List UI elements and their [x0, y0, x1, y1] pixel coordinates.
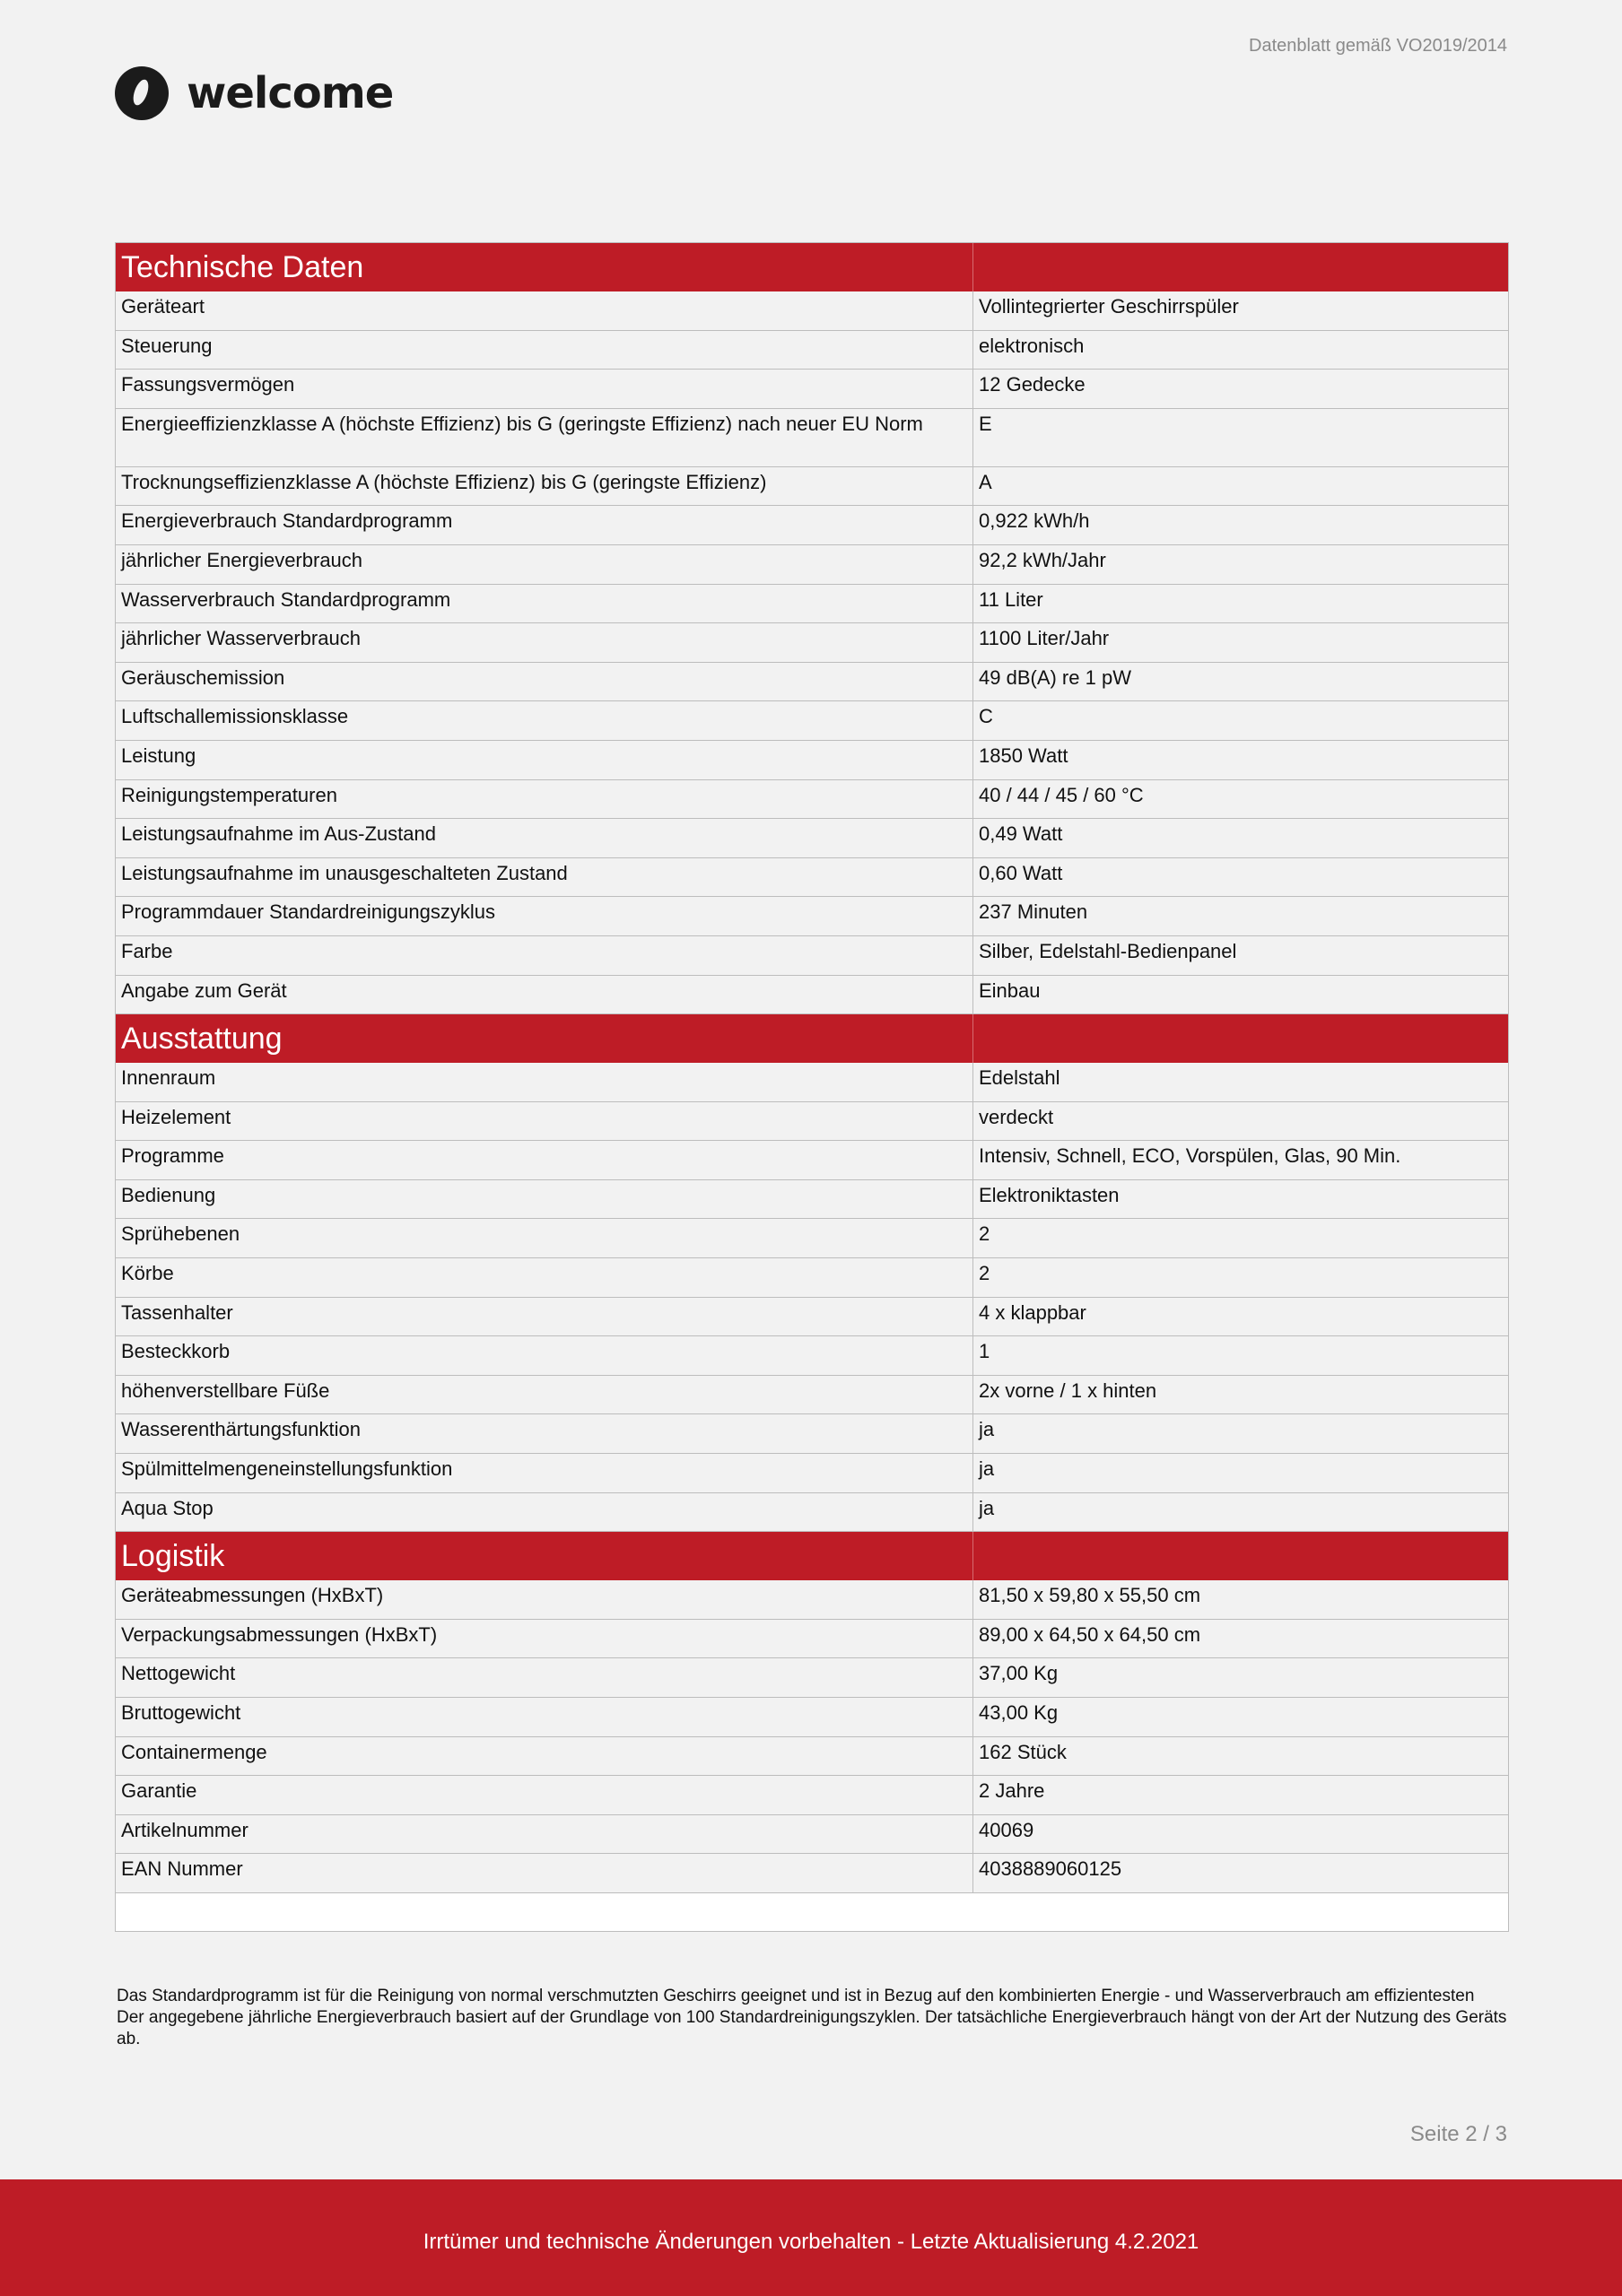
table-row — [116, 409, 1508, 467]
spec-value: 40 / 44 / 45 / 60 °C — [979, 783, 1144, 806]
spec-value: 0,60 Watt — [979, 861, 1063, 884]
spec-label: Trocknungseffizienzklasse A (höchste Effizienz) bis G (geringste Effizienz) — [116, 467, 973, 506]
spec-value: 237 Minuten — [979, 900, 1088, 924]
table-row — [116, 1376, 1508, 1415]
table-row — [116, 370, 1508, 409]
spec-label: jährlicher Energieverbrauch — [116, 545, 973, 584]
spec-value: 162 Stück — [979, 1740, 1067, 1763]
table-blank-row — [116, 1893, 1508, 1931]
table-row — [116, 1776, 1508, 1815]
spec-label: Spülmittelmengeneinstellungsfunktion — [116, 1454, 973, 1492]
spec-value: E — [979, 412, 992, 435]
spec-label: Angabe zum Gerät — [116, 976, 973, 1014]
spec-label: Geräteabmessungen (HxBxT) — [116, 1580, 973, 1619]
spec-label: Tassenhalter — [116, 1298, 973, 1336]
logo-wordmark: welcome — [187, 68, 394, 118]
spec-value: Intensiv, Schnell, ECO, Vorspülen, Glas, 90 Min. — [979, 1144, 1401, 1168]
spec-value: 1 — [979, 1340, 990, 1363]
table-row — [116, 858, 1508, 898]
spec-value: 4038889060125 — [979, 1857, 1122, 1881]
table-row — [116, 506, 1508, 545]
table-row — [116, 1258, 1508, 1298]
section-header — [116, 1532, 1508, 1580]
spec-label: Containermenge — [116, 1737, 973, 1776]
spec-value: 0,49 Watt — [979, 822, 1063, 846]
spec-value: 37,00 Kg — [979, 1662, 1059, 1685]
spec-label: Nettogewicht — [116, 1658, 973, 1697]
spec-table — [115, 242, 1509, 1932]
spec-value: Einbau — [979, 978, 1041, 1002]
spec-label: Energieeffizienzklasse A (höchste Effizienz) bis G (geringste Effizienz) nach neuer EU Norm — [116, 409, 973, 466]
spec-value: ja — [979, 1496, 995, 1519]
spec-label: Geräuschemission — [116, 663, 973, 701]
table-row — [116, 1815, 1508, 1855]
spec-label: Artikelnummer — [116, 1815, 973, 1854]
table-row — [116, 936, 1508, 976]
brand-logo — [115, 66, 393, 120]
spec-value: Edelstahl — [979, 1066, 1060, 1090]
table-row — [116, 1298, 1508, 1337]
table-row — [116, 1414, 1508, 1454]
spec-label: Wasserverbrauch Standardprogramm — [116, 585, 973, 623]
table-row — [116, 1063, 1508, 1102]
spec-value: ja — [979, 1457, 995, 1481]
spec-value: C — [979, 705, 993, 728]
spec-label: Energieverbrauch Standardprogramm — [116, 506, 973, 544]
spec-label: Luftschallemissionsklasse — [116, 701, 973, 740]
spec-label: Sprühebenen — [116, 1219, 973, 1257]
spec-value: 2x vorne / 1 x hinten — [979, 1378, 1157, 1402]
spec-value: 49 dB(A) re 1 pW — [979, 665, 1131, 689]
spec-label: Leistungsaufnahme im unausgeschalteten Zustand — [116, 858, 973, 897]
datasheet-note: Datenblatt gemäß VO2019/2014 — [1249, 36, 1507, 56]
section-title: Logistik — [116, 1532, 973, 1580]
spec-label: Garantie — [116, 1776, 973, 1814]
section-title: Technische Daten — [116, 243, 973, 291]
table-row — [116, 1336, 1508, 1376]
table-row — [116, 1493, 1508, 1533]
table-row — [116, 976, 1508, 1015]
logo-icon — [115, 66, 169, 120]
table-row — [116, 1219, 1508, 1258]
spec-label: EAN Nummer — [116, 1854, 973, 1892]
footer-bar — [0, 2179, 1622, 2296]
spec-label: Innenraum — [116, 1063, 973, 1101]
spec-label: Leistungsaufnahme im Aus-Zustand — [116, 819, 973, 857]
spec-value: 92,2 kWh/Jahr — [979, 548, 1106, 571]
spec-label: Programmdauer Standardreinigungszyklus — [116, 897, 973, 935]
spec-value: 1100 Liter/Jahr — [979, 627, 1110, 650]
spec-label: Verpackungsabmessungen (HxBxT) — [116, 1620, 973, 1658]
spec-value: A — [979, 470, 992, 493]
spec-label: Geräteart — [116, 291, 973, 330]
spec-value: 2 Jahre — [979, 1779, 1045, 1803]
spec-label: Fassungsvermögen — [116, 370, 973, 408]
spec-label: Besteckkorb — [116, 1336, 973, 1375]
table-row — [116, 623, 1508, 663]
table-row — [116, 1620, 1508, 1659]
spec-label: Leistung — [116, 741, 973, 779]
spec-value: 81,50 x 59,80 x 55,50 cm — [979, 1584, 1201, 1607]
table-row — [116, 467, 1508, 507]
footnotes — [117, 1986, 1507, 2050]
table-row — [116, 1737, 1508, 1777]
spec-value: 43,00 Kg — [979, 1701, 1059, 1724]
table-row — [116, 1580, 1508, 1620]
spec-value: verdeckt — [979, 1105, 1054, 1128]
spec-label: Körbe — [116, 1258, 973, 1297]
table-row — [116, 1698, 1508, 1737]
spec-value: 2 — [979, 1222, 990, 1246]
spec-label: Bedienung — [116, 1180, 973, 1219]
table-row — [116, 819, 1508, 858]
table-row — [116, 1454, 1508, 1493]
table-row — [116, 1180, 1508, 1220]
section-title: Ausstattung — [116, 1014, 973, 1063]
spec-value: 40069 — [979, 1818, 1034, 1841]
table-row — [116, 663, 1508, 702]
table-row — [116, 291, 1508, 331]
spec-label: Bruttogewicht — [116, 1698, 973, 1736]
table-row — [116, 1141, 1508, 1180]
spec-value: Elektroniktasten — [979, 1183, 1120, 1206]
spec-label: Reinigungstemperaturen — [116, 780, 973, 819]
footnote-standard-program: Das Standardprogramm ist für die Reinigung von normal verschmutzten Geschirrs geeignet und ist in Bezug auf den kombinierten Energie - und Wasserverbrauch am effizientesten — [117, 1987, 1475, 2005]
footer-disclaimer: Irrtümer und technische Änderungen vorbehalten - Letzte Aktualisierung 4.2.2021 — [423, 2230, 1199, 2254]
footnote-energy-consumption: Der angegebene jährliche Energieverbrauch basiert auf der Grundlage von 100 Standardreinigungszyklen. Der tatsächliche Energieverbrauch hängt von der Art der Nutzung des Geräts ab. — [117, 2008, 1507, 2048]
table-row — [116, 780, 1508, 820]
spec-value: 12 Gedecke — [979, 373, 1086, 396]
spec-value: 1850 Watt — [979, 744, 1068, 767]
spec-label: Wasserenthärtungsfunktion — [116, 1414, 973, 1453]
section-header — [116, 243, 1508, 291]
spec-label: jährlicher Wasserverbrauch — [116, 623, 973, 662]
table-row — [116, 1102, 1508, 1142]
section-header-empty-cell — [973, 1014, 1508, 1063]
table-row — [116, 701, 1508, 741]
spec-value: 4 x klappbar — [979, 1300, 1086, 1324]
table-row — [116, 741, 1508, 780]
spec-value: 89,00 x 64,50 x 64,50 cm — [979, 1622, 1201, 1646]
page-number: Seite 2 / 3 — [1409, 2122, 1507, 2146]
table-row — [116, 585, 1508, 624]
table-row — [116, 1658, 1508, 1698]
section-header — [116, 1014, 1508, 1063]
spec-label: Farbe — [116, 936, 973, 975]
spec-label: höhenverstellbare Füße — [116, 1376, 973, 1414]
table-row — [116, 897, 1508, 936]
spec-value: Vollintegrierter Geschirrspüler — [979, 295, 1239, 317]
spec-label: Programme — [116, 1141, 973, 1179]
table-row — [116, 331, 1508, 370]
table-row — [116, 1854, 1508, 1893]
spec-value: 11 Liter — [979, 587, 1043, 611]
spec-label: Aqua Stop — [116, 1493, 973, 1532]
section-header-empty-cell — [973, 1532, 1508, 1580]
spec-value: Silber, Edelstahl-Bedienpanel — [979, 939, 1237, 962]
spec-value: 2 — [979, 1262, 990, 1285]
spec-value: elektronisch — [979, 334, 1085, 357]
table-row — [116, 545, 1508, 585]
section-header-empty-cell — [973, 243, 1508, 291]
spec-value: 0,922 kWh/h — [979, 509, 1090, 533]
spec-label: Heizelement — [116, 1102, 973, 1141]
spec-label: Steuerung — [116, 331, 973, 370]
spec-value: ja — [979, 1418, 995, 1441]
